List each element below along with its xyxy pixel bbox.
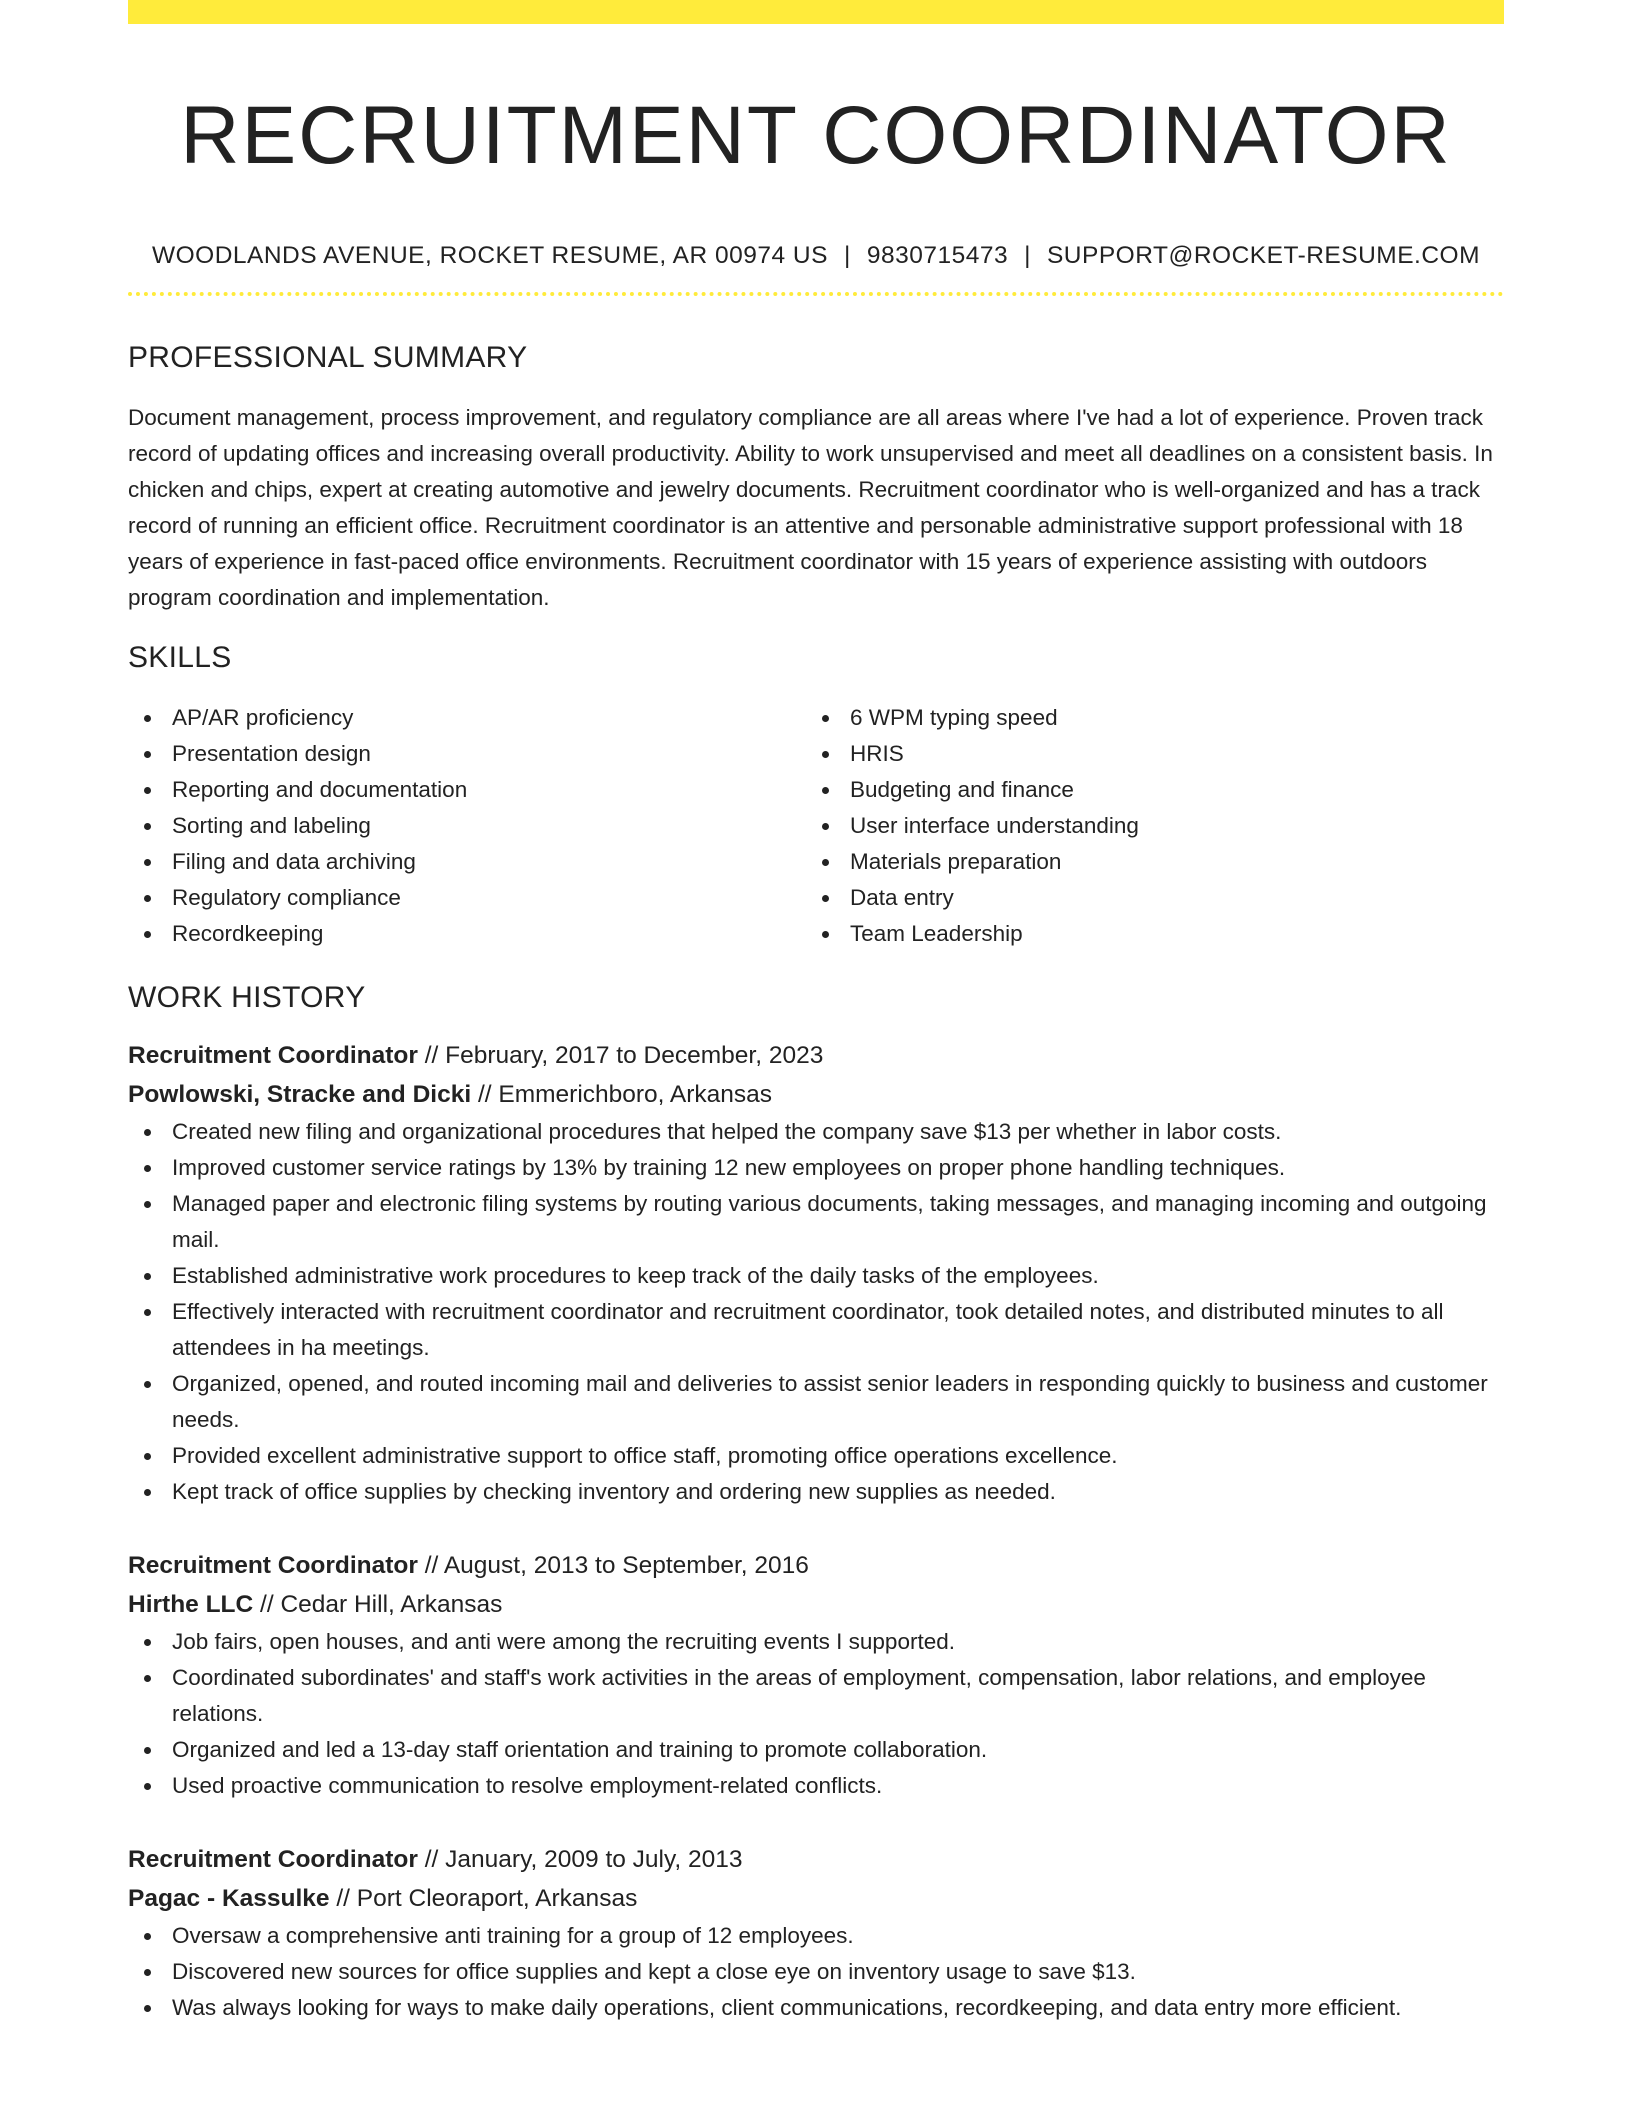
job-bullet: Organized and led a 13-day staff orientation and training to promote collaboration. xyxy=(128,1732,1504,1768)
skill-item: Recordkeeping xyxy=(128,916,806,952)
job-bullet: Discovered new sources for office supplies and kept a close eye on inventory usage to save $13. xyxy=(128,1954,1504,1990)
job-location: // Cedar Hill, Arkansas xyxy=(260,1591,503,1618)
job-bullet: Created new filing and organizational procedures that helped the company save $13 per whether in labor costs. xyxy=(128,1114,1504,1150)
skill-item: HRIS xyxy=(806,736,1484,772)
job-company-line xyxy=(128,1879,1504,1918)
job-header xyxy=(128,1840,1504,1918)
skill-item: Budgeting and finance xyxy=(806,772,1484,808)
job-header xyxy=(128,1036,1504,1114)
job-bullet: Managed paper and electronic filing systems by routing various documents, taking messages, and managing incoming and outgoing mail. xyxy=(128,1186,1504,1258)
job-bullet: Effectively interacted with recruitment coordinator and recruitment coordinator, took detailed notes, and distributed minutes to all attendees in ha meetings. xyxy=(128,1294,1504,1366)
skill-item: Materials preparation xyxy=(806,844,1484,880)
job-role: Recruitment Coordinator xyxy=(128,1552,418,1579)
summary-text: Document management, process improvement, and regulatory compliance are all areas where I've had a lot of experience. Proven track record of updating offices and increasing overall productivity. Ability to work unsupervised and meet all deadlines on a consistent basis. In chicken and chips, expert at creating automotive and jewelry documents. Recruitment coordinator who is well-organized and has a track record of running an efficient office. Recruitment coordinator is an attentive and personable administrative support professional with 18 years of experience in fast-paced office environments. Recruitment coordinator with 15 years of experience assisting with outdoors program coordination and implementation. xyxy=(128,405,1493,610)
skill-item: Filing and data archiving xyxy=(128,844,806,880)
contact-address: WOODLANDS AVENUE, ROCKET RESUME, AR 00974 US xyxy=(151,242,828,269)
dotted-divider xyxy=(128,292,1504,296)
job-bullet: Oversaw a comprehensive anti training for a group of 12 employees. xyxy=(128,1918,1504,1954)
job-dates: // February, 2017 to December, 2023 xyxy=(424,1042,824,1069)
skill-item: Regulatory compliance xyxy=(128,880,806,916)
job-header xyxy=(128,1546,1504,1624)
job-dates: // August, 2013 to September, 2016 xyxy=(424,1552,809,1579)
skill-item: 6 WPM typing speed xyxy=(806,700,1484,736)
resume-page xyxy=(128,0,1504,2026)
contact-separator: | xyxy=(843,242,851,269)
job-entry xyxy=(128,1546,1504,1804)
job-bullets xyxy=(128,1918,1504,2026)
job-bullet: Established administrative work procedures to keep track of the daily tasks of the employees. xyxy=(128,1258,1504,1294)
contact-line xyxy=(128,240,1504,272)
job-role-line xyxy=(128,1546,1504,1585)
job-company-line xyxy=(128,1075,1504,1114)
job-bullet: Improved customer service ratings by 13% by training 12 new employees on proper phone handling techniques. xyxy=(128,1150,1504,1186)
job-location: // Emmerichboro, Arkansas xyxy=(477,1081,773,1108)
skills-column-right xyxy=(806,700,1484,952)
skills-heading: SKILLS xyxy=(128,641,232,674)
job-company-line xyxy=(128,1585,1504,1624)
contact-phone: 9830715473 xyxy=(866,242,1009,269)
summary-heading: PROFESSIONAL SUMMARY xyxy=(128,341,528,374)
job-role: Recruitment Coordinator xyxy=(128,1846,418,1873)
job-bullet: Used proactive communication to resolve employment-related conflicts. xyxy=(128,1768,1504,1804)
job-company: Powlowski, Stracke and Dicki xyxy=(128,1081,472,1108)
job-role: Recruitment Coordinator xyxy=(128,1042,418,1069)
job-bullet: Coordinated subordinates' and staff's work activities in the areas of employment, compensation, labor relations, and employee relations. xyxy=(128,1660,1504,1732)
skills-list xyxy=(128,700,1504,952)
skill-item: Reporting and documentation xyxy=(128,772,806,808)
job-entry xyxy=(128,1036,1504,1510)
skill-item: Presentation design xyxy=(128,736,806,772)
job-bullet: Job fairs, open houses, and anti were among the recruiting events I supported. xyxy=(128,1624,1504,1660)
job-role-line xyxy=(128,1840,1504,1879)
job-bullets xyxy=(128,1624,1504,1804)
skill-item: User interface understanding xyxy=(806,808,1484,844)
job-location: // Port Cleoraport, Arkansas xyxy=(336,1885,638,1912)
job-entry xyxy=(128,1840,1504,2026)
work-history-heading: WORK HISTORY xyxy=(128,981,366,1014)
skill-item: AP/AR proficiency xyxy=(128,700,806,736)
skill-item: Sorting and labeling xyxy=(128,808,806,844)
accent-top-bar xyxy=(128,0,1504,24)
resume-name: RECRUITMENT COORDINATOR xyxy=(180,90,1452,181)
skill-item: Team Leadership xyxy=(806,916,1484,952)
job-bullet: Was always looking for ways to make daily operations, client communications, recordkeeping, and data entry more efficient. xyxy=(128,1990,1504,2026)
skills-column-left xyxy=(128,700,806,952)
job-bullet: Organized, opened, and routed incoming mail and deliveries to assist senior leaders in responding quickly to business and customer needs. xyxy=(128,1366,1504,1438)
job-company: Pagac - Kassulke xyxy=(128,1885,330,1912)
contact-email[interactable]: SUPPORT@ROCKET-RESUME.COM xyxy=(1046,242,1481,269)
job-dates: // January, 2009 to July, 2013 xyxy=(424,1846,743,1873)
job-company: Hirthe LLC xyxy=(128,1591,254,1618)
skill-item: Data entry xyxy=(806,880,1484,916)
contact-separator: | xyxy=(1024,242,1031,269)
job-role-line xyxy=(128,1036,1504,1075)
job-bullets xyxy=(128,1114,1504,1510)
job-bullet: Provided excellent administrative support to office staff, promoting office operations excellence. xyxy=(128,1438,1504,1474)
job-bullet: Kept track of office supplies by checking inventory and ordering new supplies as needed. xyxy=(128,1474,1504,1510)
